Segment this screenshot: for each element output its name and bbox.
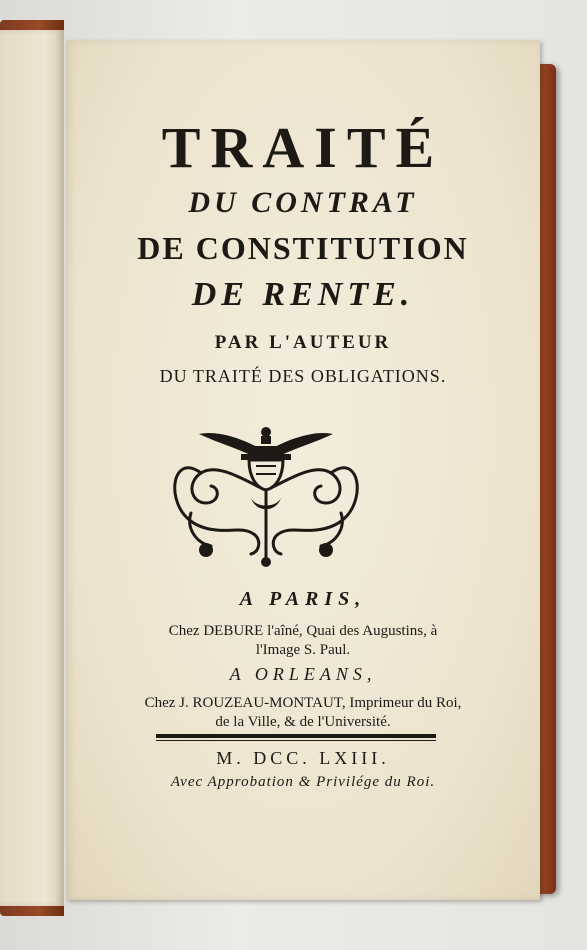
place-paris: A PARIS, [239,588,367,610]
rule-thin [156,740,436,741]
fleuron-vase-icon [161,418,371,568]
author-line-1: PAR L'AUTEUR [214,332,392,353]
author-line-2: DU TRAITÉ DES OBLIGATIONS. [159,366,447,386]
left-leaf [0,30,64,906]
imprint-paris-line-2: l'Image S. Paul. [255,642,351,658]
place-orleans: A ORLEANS, [229,664,377,684]
title-line-1: TRAITÉ [161,115,445,180]
title-page [66,40,540,900]
title-line-3: DE CONSTITUTION [137,230,469,266]
imprint-orleans-line-2: de la Ville, & de l'Université. [215,714,391,730]
privilege-line: Avec Approbation & Privilége du Roi. [170,774,436,790]
imprint-paris-line-1: Chez DEBURE l'aîné, Quai des Augustins, à [168,623,438,639]
imprint-orleans-line-1: Chez J. ROUZEAU-MONTAUT, Imprimeur du Roi, [144,695,462,711]
imprint-paris [66,622,540,660]
rule-thick [156,734,436,738]
publication-date: M. DCC. LXIII. [216,748,390,768]
title-line-2: DU CONTRAT [188,186,418,219]
imprint-orleans [66,694,540,732]
title-line-4: DE RENTE. [191,276,415,313]
